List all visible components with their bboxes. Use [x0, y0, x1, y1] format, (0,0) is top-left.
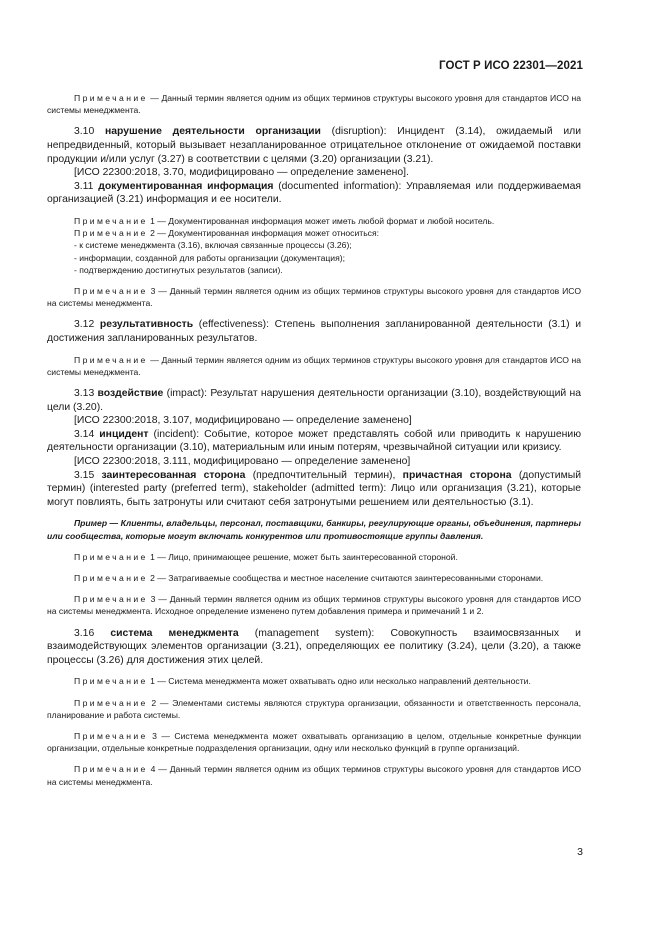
term-name: результативность [99, 319, 194, 331]
term-name: нарушение деятельности организации [105, 126, 321, 138]
example: Пример — Клиенты, владельцы, персонал, поставщики, банкиры, регулирующие органы, объединения, партнеры или сообщества, которые могут включать конкурентов или противостоящие группы давления. [47, 518, 581, 541]
term-name: воздействие [97, 387, 164, 399]
page-number: 3 [577, 846, 583, 858]
term-entry-3-15: 3.15 заинтересованная сторона (предпочтительный термин), причастная сторона (допустимый термин) (interested party (preferred term), stakeholder (admitted term): Лицо или организация (3.21), которые могут повлиять, быть затронуты или считают себя затронутыми решением или деятельностью (3.1). [47, 469, 581, 508]
note: Примечание 1 — Документированная информация может иметь любой формат и любой носитель. [74, 215, 495, 226]
document-body [47, 92, 581, 797]
term-source: [ИСО 22300:2018, 3.111, модифицировано — определение заменено] [74, 455, 411, 467]
list-item: - подтверждению достигнутых результатов (записи). [74, 264, 283, 275]
term-name: заинтересованная сторона [101, 469, 246, 481]
note: Примечание 3 — Данный термин является одним из общих терминов структуры высокого уровня для стандартов ИСО на системы менеджмента. [47, 285, 581, 309]
term-name: документированная информация [98, 180, 274, 192]
term-entry-3-12: 3.12 результативность (effectiveness): Степень выполнения запланированной деятельности (3.1) и достижения запланированных результатов. [47, 319, 582, 344]
term-source: [ИСО 22300:2018, 3.107, модифицировано — определение заменено] [74, 415, 412, 427]
term-entry-3-16: 3.16 система менеджмента (management system): Совокупность взаимосвязанных и взаимодействующих элементов организации (3.21), определяющих ее политику (3.24), цели (3.20), а также процессы (3.26) для достижения этих целей. [47, 627, 581, 666]
list-item: - информации, созданной для работы организации (документация); [74, 252, 345, 263]
standard-header: ГОСТ Р ИСО 22301—2021 [438, 60, 583, 72]
term-entry-3-11: 3.11 документированная информация (documented information): Управляемая или поддерживаемая организацией (3.21) информация и ее носители. [47, 180, 581, 206]
note: Примечание 3 — Данный термин является одним из общих терминов структуры высокого уровня для стандартов ИСО на системы менеджмента. Исходное определение изменено путем добавления примера и примечаний 1 и 2. [47, 594, 581, 617]
note: Примечание — Данный термин является одним из общих терминов структуры высокого уровня для стандартов ИСО на системы менеджмента. [47, 93, 581, 116]
note: Примечание 1 — Система менеджмента может охватывать одно или несколько направлений деятельности. [74, 676, 531, 687]
note: Примечание 2 — Элементами системы являются структура организации, обязанности и ответственность персонала, планирование и работа системы. [47, 697, 581, 720]
note: Примечание 1 — Лицо, принимающее решение, может быть заинтересованной стороной. [74, 551, 458, 562]
note: Примечание 3 — Система менеджмента может охватывать организацию в целом, отдельные конкретные функции организации, отдельные конкретные подразделения организации, одну или несколько функций в группе организаций. [47, 730, 581, 754]
term-entry-3-13: 3.13 воздействие (impact): Результат нарушения деятельности организации (3.10), воздействующий на цели (3.20). [47, 387, 581, 413]
term-entry-3-14: 3.14 инцидент (incident): Событие, которое может представлять собой или приводить к нарушению деятельности организации (3.10), материальным или иным потерям, чрезвычайной ситуации или кризису. [47, 428, 581, 454]
note: Примечание 2 — Затрагиваемые сообщества и местное население считаются заинтересованными сторонами. [74, 572, 544, 583]
term-name: инцидент [99, 428, 149, 440]
note: Примечание — Данный термин является одним из общих терминов структуры высокого уровня для стандартов ИСО на системы менеджмента. [47, 354, 581, 377]
note: Примечание 2 — Документированная информация может относиться: [74, 228, 380, 239]
note-label: Примечание [74, 93, 148, 103]
list-item: - к системе менеджмента (3.16), включая связанные процессы (3.26); [74, 240, 352, 251]
term-entry-3-10: 3.10 нарушение деятельности организации (disruption): Инцидент (3.14), ожидаемый или непредвиденный, который вызывает незапланированное отрицательное отклонение от ожидаемой поставки продукции и/или услуг (3.27) в соответствии с целями (3.20) организации (3.21). [47, 126, 581, 165]
term-name: система менеджмента [110, 627, 239, 639]
term-source: [ИСО 22300:2018, 3.70, модифицировано — определение заменено]. [74, 167, 409, 179]
note: Примечание 4 — Данный термин является одним из общих терминов структуры высокого уровня для стандартов ИСО на системы менеджмента. [47, 764, 581, 787]
term-name-admitted: причастная сторона [402, 469, 512, 481]
